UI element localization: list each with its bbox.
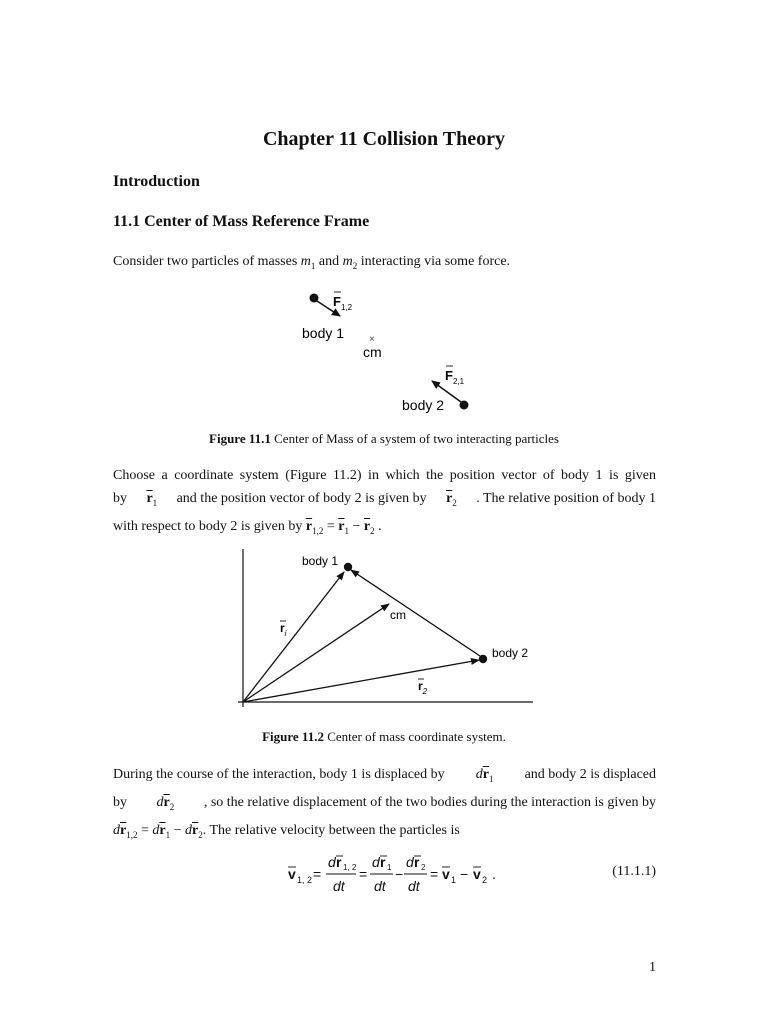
figure1-caption-text: Center of Mass of a system of two interacting particles	[274, 431, 559, 446]
para2-line3	[113, 515, 656, 543]
figure2-caption-text: Center of mass coordinate system.	[327, 729, 506, 744]
eq-equals-3: =	[430, 866, 439, 882]
para3-l2b: , so the relative displacement of the two bodies during the interaction is given by	[203, 794, 656, 810]
relative-displacement-expression: $d\overline{r}_{1,2} = d\overline{r}_1 - d\overline{r}_2$	[113, 822, 203, 840]
mass-2-symbol: m	[342, 254, 353, 269]
relative-position-expression: $\overline{r}_{1,2} = \overline{r}_1 - \overline{r}_2$ .	[305, 518, 382, 536]
eq-frac1-d: d	[328, 854, 336, 870]
r2-vector	[243, 660, 479, 702]
figure-11-2-caption	[0, 729, 768, 745]
para3-l1a: During the course of the interaction, body 1 is displaced by	[113, 767, 445, 782]
cm-vector	[243, 604, 389, 702]
fig2-cm-label: cm	[390, 608, 406, 622]
figure-11-2	[238, 545, 538, 715]
para2-line2	[113, 487, 656, 515]
eq-frac1-r: r	[336, 854, 342, 870]
eq-equals-1: =	[313, 866, 322, 882]
figure1-caption-label: Figure 11.1	[209, 431, 271, 446]
relative-vector	[351, 570, 483, 658]
eq-v2: v	[473, 866, 481, 882]
page-number: 1	[649, 960, 656, 975]
para1-pre: Consider two particles of masses	[113, 254, 298, 269]
r1-vector	[243, 572, 344, 702]
fig2-r1-label: $r_i$	[280, 621, 287, 638]
para2-by: by	[113, 491, 127, 506]
para1-post: interacting via some force.	[360, 254, 511, 269]
fig2-body2-label: body 2	[492, 646, 529, 660]
fig2-r2-label: $r_2$	[418, 679, 428, 696]
figure-11-1-caption	[0, 431, 768, 447]
fig2-body1-dot	[344, 563, 352, 571]
para2-line3-text: with respect to body 2 is given by	[113, 518, 303, 534]
eq-frac2-dt: dt	[374, 878, 386, 894]
para3-l3b: . The relative velocity between the particles is	[202, 822, 460, 838]
para3-line3	[113, 819, 656, 847]
eq-frac2-r: r	[380, 854, 386, 870]
displacement-dr1: $d\overline{r}_1$	[475, 767, 494, 784]
para2-line1: Choose a coordinate system (Figure 11.2) in which the position vector of body 1 is given	[113, 468, 656, 483]
eq-frac2-d: d	[372, 854, 380, 870]
figure-11-1	[290, 285, 490, 420]
para1-and: and	[318, 254, 340, 269]
para3-line1	[113, 763, 656, 791]
eq-frac1-sub: 1, 2	[343, 863, 357, 872]
force-2-1-label: $F_{2,1}$	[445, 368, 465, 386]
eq-minus-1: −	[395, 866, 404, 882]
figure1-cm-mark: ×	[369, 334, 375, 345]
vector-r1: $\overline{r}_1$	[146, 491, 158, 508]
eq-v2-sub: 2	[482, 875, 488, 885]
eq-v12-sub: 1, 2	[297, 875, 313, 885]
paragraph-coordinates	[113, 464, 656, 543]
chapter-title: Chapter 11 Collision Theory	[262, 128, 506, 150]
paragraph-displacement	[113, 763, 656, 846]
para2-line2-end: . The relative position of body 1	[476, 491, 656, 506]
displacement-dr2: $d\overline{r}_2$	[156, 794, 175, 812]
mass-1-symbol: m	[300, 254, 311, 269]
eq-frac1-dt: dt	[333, 878, 345, 894]
figure1-body1-label: body 1	[302, 325, 345, 341]
eq-frac3-dt: dt	[408, 878, 420, 894]
eq-frac3-d: d	[406, 854, 414, 870]
vector-r2: $\overline{r}_2$	[446, 491, 457, 508]
eq-v1-sub: 1	[451, 875, 457, 885]
figure1-body2-label: body 2	[402, 397, 445, 413]
heading-introduction: Introduction	[113, 173, 200, 190]
eq-minus-2: −	[460, 866, 469, 882]
equation-number: (11.1.1)	[612, 864, 656, 879]
para2-line2-mid: and the position vector of body 2 is given by	[176, 491, 427, 506]
heading-section-11-1: 11.1 Center of Mass Reference Frame	[113, 213, 370, 230]
eq-frac2-sub: 1	[387, 863, 392, 872]
equation-11-1-1	[280, 848, 510, 900]
para3-l1b: and body 2 is displaced	[524, 767, 656, 782]
para3-line2	[113, 791, 656, 819]
mass-2-sub: 2	[352, 260, 358, 271]
eq-frac3-r: r	[414, 854, 420, 870]
para3-l2a: by	[113, 794, 127, 810]
eq-frac3-sub: 2	[421, 863, 426, 872]
fig2-body2-dot	[479, 655, 487, 663]
paragraph-masses	[113, 250, 656, 278]
figure1-cm-label: cm	[363, 344, 382, 360]
eq-v12: v	[288, 866, 296, 882]
figure2-caption-label: Figure 11.2	[262, 729, 324, 744]
eq-equals-2: =	[359, 866, 368, 882]
fig2-body1-label: body 1	[302, 554, 339, 568]
force-1-2-label: $F_{1,2}$	[333, 294, 353, 312]
eq-v1: v	[442, 866, 450, 882]
mass-1-sub: 1	[310, 260, 316, 271]
eq-period: .	[492, 866, 496, 882]
